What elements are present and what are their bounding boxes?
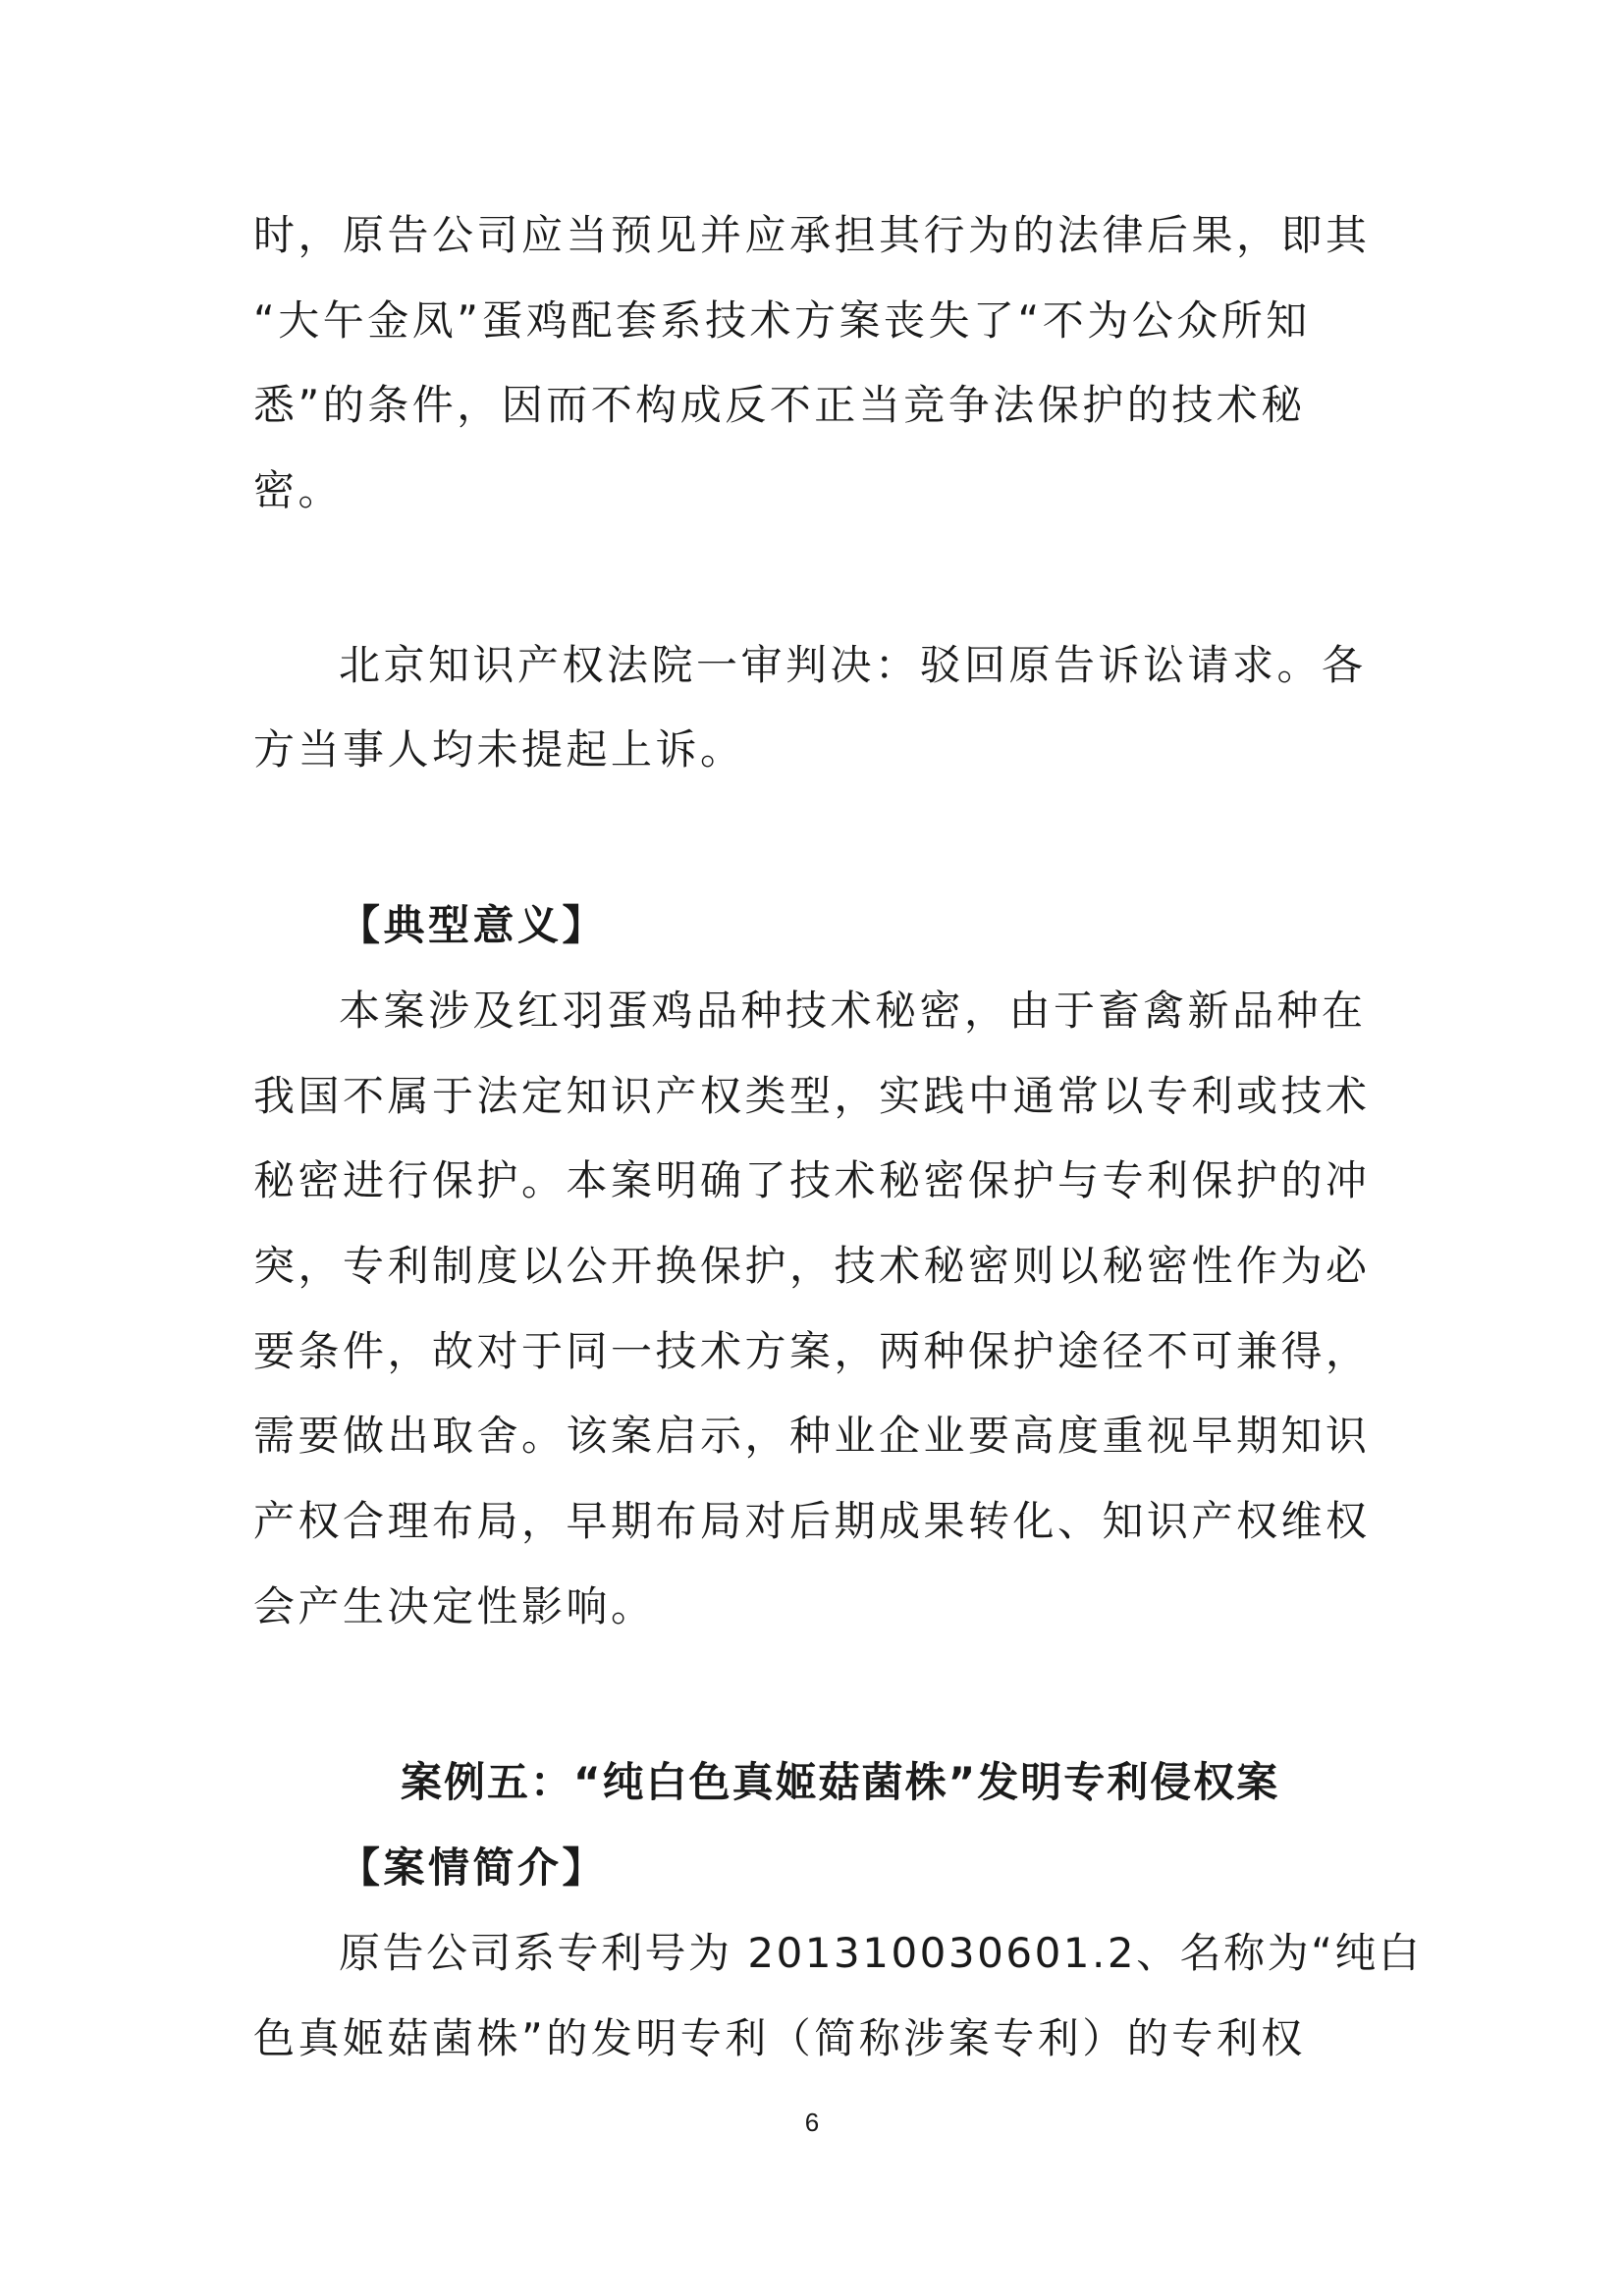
paragraph-3-line-8: 会产生决定性影响。 [253, 1582, 656, 1630]
paragraph-3-line-4: 突，专利制度以公开换保护，技术秘密则以秘密性作为必 [253, 1242, 1371, 1290]
section-heading-significance: 【典型意义】 [339, 901, 608, 949]
paragraph-1-line-4: 密。 [253, 466, 344, 514]
paragraph-2-line-1: 北京知识产权法院一审判决：驳回原告诉讼请求。各 [339, 641, 1367, 689]
page-number: 6 [804, 2108, 820, 2137]
paragraph-1-line-2: “大午金凤”蛋鸡配套系技术方案丧失了“不为公众所知 [253, 296, 1311, 345]
case-title: 案例五：“纯白色真姬菇菌株”发明专利侵权案 [401, 1758, 1280, 1806]
paragraph-3-line-1: 本案涉及红羽蛋鸡品种技术秘密，由于畜禽新品种在 [339, 987, 1367, 1035]
section-heading-case-summary: 【案情简介】 [339, 1843, 608, 1892]
paragraph-3-line-2: 我国不属于法定知识产权类型，实践中通常以专利或技术 [253, 1072, 1371, 1120]
paragraph-4-line-1: 原告公司系专利号为 201310030601.2、名称为“纯白 [339, 1929, 1423, 1977]
paragraph-3-line-7: 产权合理布局，早期布局对后期成果转化、知识产权维权 [253, 1497, 1371, 1545]
paragraph-1-line-1: 时，原告公司应当预见并应承担其行为的法律后果，即其 [253, 211, 1371, 259]
paragraph-2-line-2: 方当事人均未提起上诉。 [253, 725, 745, 774]
paragraph-1-line-3: 悉”的条件，因而不构成反不正当竞争法保护的技术秘 [253, 381, 1306, 429]
paragraph-3-line-5: 要条件，故对于同一技术方案，两种保护途径不可兼得， [253, 1327, 1371, 1375]
paragraph-3-line-6: 需要做出取舍。该案启示，种业企业要高度重视早期知识 [253, 1412, 1371, 1460]
paragraph-4-line-2: 色真姬菇菌株”的发明专利（简称涉案专利）的专利权 [253, 2014, 1306, 2062]
paragraph-3-line-3: 秘密进行保护。本案明确了技术秘密保护与专利保护的冲 [253, 1156, 1371, 1204]
